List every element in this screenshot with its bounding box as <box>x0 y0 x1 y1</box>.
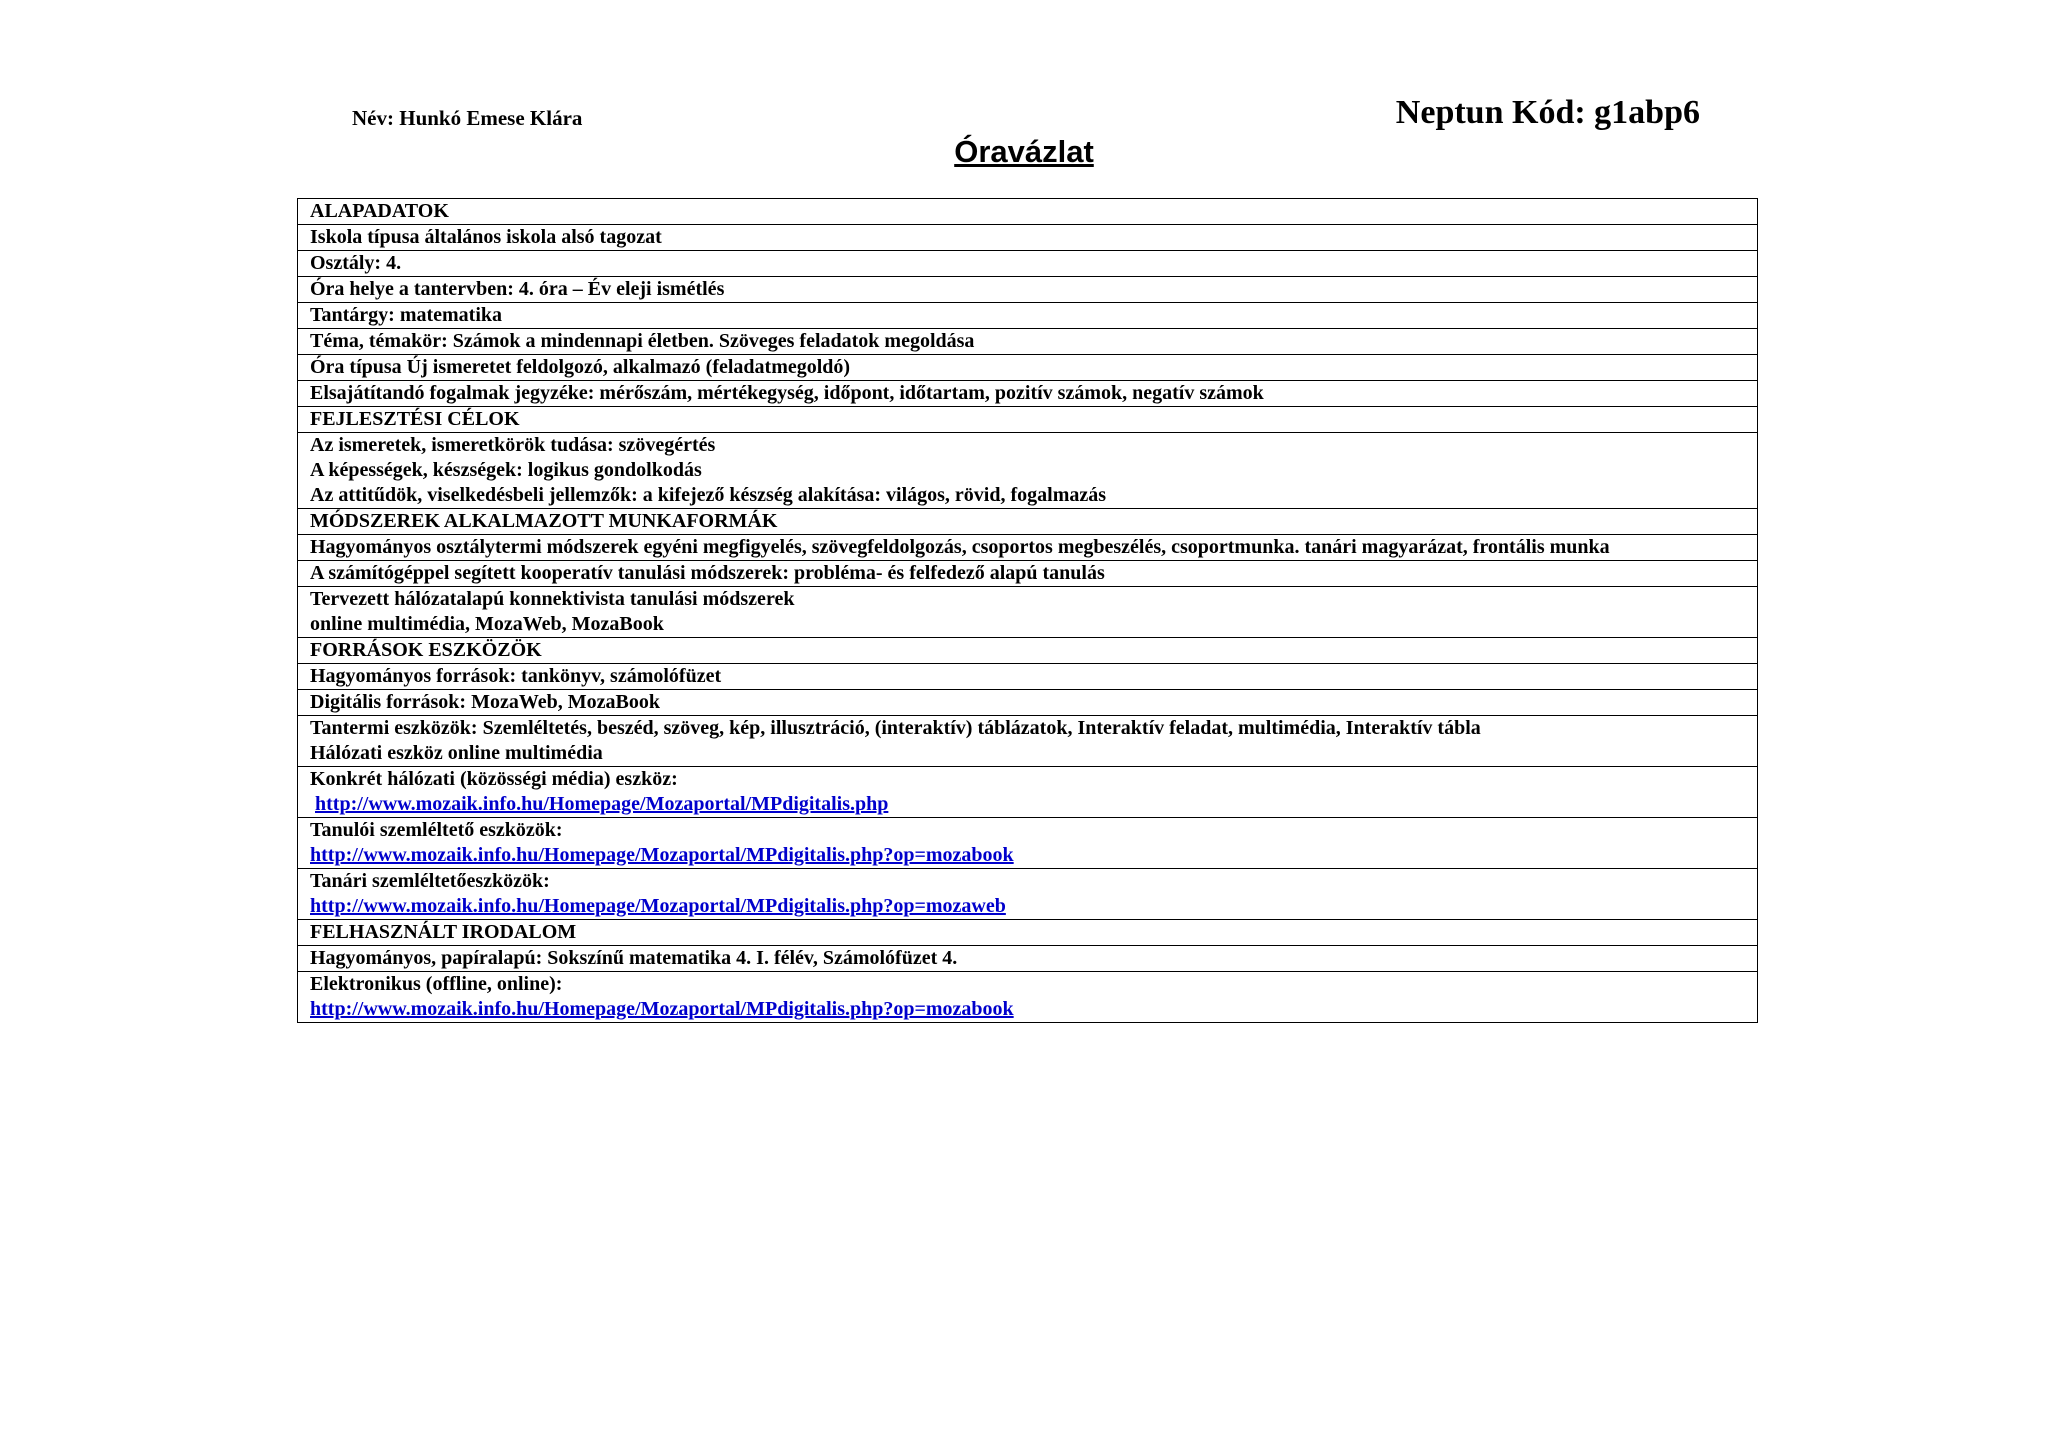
section-header: ALAPADATOK <box>298 199 1758 225</box>
lesson-type: Óra típusa Új ismeretet feldolgozó, alkalmazó (feladatmegoldó) <box>298 355 1758 381</box>
section-header-row <box>298 509 1758 535</box>
student-tools-label: Tanulói szemléltető eszközök: <box>310 819 563 841</box>
teacher-tools-label: Tanári szemléltetőeszközök: <box>310 870 550 892</box>
table-row <box>298 818 1758 869</box>
digital-sources: Digitális források: MozaWeb, MozaBook <box>298 690 1758 716</box>
section-header-row <box>298 920 1758 946</box>
goal-skills: A képességek, készségek: logikus gondolkodás <box>310 459 702 481</box>
network-tool: Hálózati eszköz online multimédia <box>310 742 603 764</box>
traditional-sources: Hagyományos források: tankönyv, számolófüzet <box>298 664 1758 690</box>
development-goals <box>298 433 1758 509</box>
mozabook-literature-link[interactable]: http://www.mozaik.info.hu/Homepage/Mozaportal/MPdigitalis.php?op=mozabook <box>310 998 1014 1020</box>
table-row <box>298 869 1758 920</box>
electronic-literature <box>298 972 1758 1023</box>
paper-literature: Hagyományos, papíralapú: Sokszínű matematika 4. I. félév, Számolófüzet 4. <box>298 946 1758 972</box>
section-header-row <box>298 407 1758 433</box>
table-row <box>298 355 1758 381</box>
table-row <box>298 561 1758 587</box>
student-tools <box>298 818 1758 869</box>
subject: Tantárgy: matematika <box>298 303 1758 329</box>
neptun-code: Neptun Kód: g1abp6 <box>1395 94 1700 131</box>
social-media-tool-label: Konkrét hálózati (közösségi média) eszköz: <box>310 768 678 790</box>
section-header: MÓDSZEREK ALKALMAZOTT MUNKAFORMÁK <box>298 509 1758 535</box>
school-type: Iskola típusa általános iskola alsó tagozat <box>298 225 1758 251</box>
concepts-list: Elsajátítandó fogalmak jegyzéke: mérőszám, mértékegység, időpont, időtartam, pozitív számok, negatív számok <box>298 381 1758 407</box>
mozaweb-link[interactable]: http://www.mozaik.info.hu/Homepage/Mozaportal/MPdigitalis.php?op=mozaweb <box>310 895 1006 917</box>
teacher-tools <box>298 869 1758 920</box>
mozaik-link[interactable]: http://www.mozaik.info.hu/Homepage/Mozaportal/MPdigitalis.php <box>315 793 889 815</box>
table-row <box>298 381 1758 407</box>
classroom-tools <box>298 716 1758 767</box>
table-row <box>298 716 1758 767</box>
section-header-row <box>298 199 1758 225</box>
table-row <box>298 433 1758 509</box>
table-row <box>298 664 1758 690</box>
traditional-methods: Hagyományos osztálytermi módszerek egyéni megfigyelés, szövegfeldolgozás, csoportos megbeszélés, csoportmunka. tanári magyarázat, frontális munka <box>298 535 1758 561</box>
goal-attitudes: Az attitűdök, viselkedésbeli jellemzők: a kifejező készség alakítása: világos, rövid, fogalmazás <box>310 484 1107 506</box>
section-header: FORRÁSOK ESZKÖZÖK <box>298 638 1758 664</box>
section-header: FELHASZNÁLT IRODALOM <box>298 920 1758 946</box>
page-title: Óravázlat <box>954 134 1094 169</box>
curriculum-place: Óra helye a tantervben: 4. óra – Év eleji ismétlés <box>298 277 1758 303</box>
table-row <box>298 225 1758 251</box>
class-grade: Osztály: 4. <box>298 251 1758 277</box>
goal-knowledge: Az ismeretek, ismeretkörök tudása: szövegértés <box>310 434 716 456</box>
table-row <box>298 303 1758 329</box>
topic: Téma, témakör: Számok a mindennapi életben. Szöveges feladatok megoldása <box>298 329 1758 355</box>
network-methods-detail: online multimédia, MozaWeb, MozaBook <box>310 613 664 635</box>
student-name: Név: Hunkó Emese Klára <box>352 106 583 130</box>
network-methods-title: Tervezett hálózatalapú konnektivista tanulási módszerek <box>310 588 795 610</box>
table-row <box>298 329 1758 355</box>
mozabook-link[interactable]: http://www.mozaik.info.hu/Homepage/Mozaportal/MPdigitalis.php?op=mozabook <box>310 844 1014 866</box>
table-row <box>298 535 1758 561</box>
table-row <box>298 946 1758 972</box>
social-media-tool <box>298 767 1758 818</box>
table-row <box>298 251 1758 277</box>
table-row <box>298 277 1758 303</box>
network-methods <box>298 587 1758 638</box>
table-row <box>298 690 1758 716</box>
electronic-literature-label: Elektronikus (offline, online): <box>310 973 563 995</box>
computer-methods: A számítógéppel segített kooperatív tanulási módszerek: probléma- és felfedező alapú tanulás <box>298 561 1758 587</box>
section-header: FEJLESZTÉSI CÉLOK <box>298 407 1758 433</box>
table-row <box>298 767 1758 818</box>
table-row <box>298 972 1758 1023</box>
table-row <box>298 587 1758 638</box>
classroom-tools-list: Tantermi eszközök: Szemléltetés, beszéd, szöveg, kép, illusztráció, (interaktív) táblázatok, Interaktív feladat, multimédia, Interaktív tábla <box>310 717 1481 739</box>
lesson-plan-table <box>297 198 1758 1023</box>
section-header-row <box>298 638 1758 664</box>
